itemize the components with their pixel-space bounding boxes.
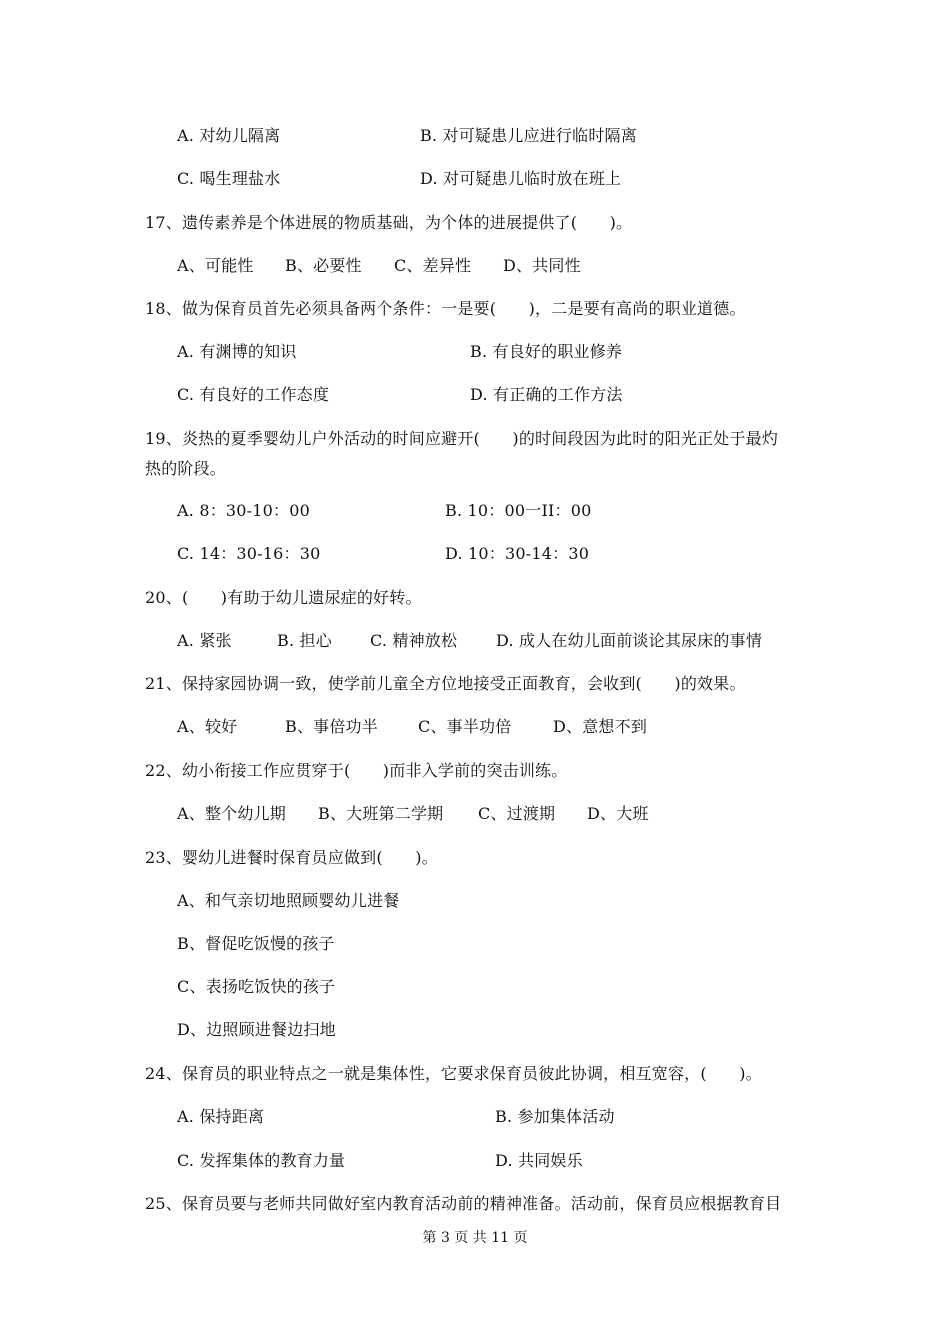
q23-option-a: A、和气亲切地照顾婴幼儿进餐 [177, 891, 400, 910]
q16-option-d: D. 对可疑患儿临时放在班上 [420, 169, 622, 188]
q21-option-d: D、意想不到 [553, 717, 648, 736]
q18-option-d: D. 有正确的工作方法 [470, 385, 623, 404]
q20-option-d: D. 成人在幼儿面前谈论其尿床的事情 [496, 631, 763, 650]
q21-stem: 21、保持家园协调一致，使学前儿童全方位地接受正面教育，会收到( )的效果。 [145, 674, 746, 693]
q22-option-a: A、整个幼儿期 [177, 804, 286, 823]
q21-option-c: C、事半功倍 [418, 717, 512, 736]
q17-option-d: D、共同性 [503, 256, 581, 275]
q22-option-d: D、大班 [587, 804, 649, 823]
q21-option-b: B、事倍功半 [285, 717, 378, 736]
q24-option-b: B. 参加集体活动 [495, 1107, 615, 1126]
q20-option-c: C. 精神放松 [370, 631, 458, 650]
q19-stem-line1: 19、炎热的夏季婴幼儿户外活动的时间应避开( )的时间段因为此时的阳光正处于最灼 [145, 429, 779, 448]
q18-option-c: C. 有良好的工作态度 [177, 385, 330, 404]
q22-option-c: C、过渡期 [478, 804, 556, 823]
q24-stem: 24、保育员的职业特点之一就是集体性，它要求保育员彼此协调，相互宽容，( )。 [145, 1064, 762, 1083]
q19-option-d: D. 10：30-14：30 [445, 544, 590, 563]
q21-option-a: A、较好 [177, 717, 238, 736]
q19-stem-line2: 热的阶段。 [145, 459, 227, 478]
q17-option-a: A、可能性 [177, 256, 254, 275]
q25-stem-line1: 25、保育员要与老师共同做好室内教育活动前的精神准备。活动前，保育员应根据教育目 [145, 1194, 782, 1213]
q19-option-a: A. 8：30-10：00 [177, 501, 310, 520]
q16-option-a: A. 对幼儿隔离 [177, 126, 281, 145]
q17-option-b: B、必要性 [285, 256, 362, 275]
q20-stem: 20、( )有助于幼儿遗尿症的好转。 [145, 588, 422, 607]
q20-option-a: A. 紧张 [177, 631, 232, 650]
q18-stem: 18、做为保育员首先必须具备两个条件：一是要( )，二是要有高尚的职业道德。 [145, 299, 746, 318]
q23-stem: 23、婴幼儿进餐时保育员应做到( )。 [145, 848, 438, 867]
q18-option-a: A. 有渊博的知识 [177, 342, 297, 361]
q16-option-b: B. 对可疑患儿应进行临时隔离 [420, 126, 637, 145]
q16-option-c: C. 喝生理盐水 [177, 169, 281, 188]
q22-option-b: B、大班第二学期 [318, 804, 444, 823]
q20-option-b: B. 担心 [277, 631, 332, 650]
q23-option-b: B、督促吃饭慢的孩子 [177, 934, 335, 953]
q17-option-c: C、差异性 [394, 256, 472, 275]
q19-option-b: B. 10：00一II：00 [445, 501, 592, 520]
q23-option-c: C、表扬吃饭快的孩子 [177, 977, 336, 996]
q24-option-a: A. 保持距离 [177, 1107, 265, 1126]
q24-option-c: C. 发挥集体的教育力量 [177, 1151, 346, 1170]
q22-stem: 22、幼小衔接工作应贯穿于( )而非入学前的突击训练。 [145, 761, 568, 780]
q17-stem: 17、遗传素养是个体进展的物质基础，为个体的进展提供了( )。 [145, 213, 633, 232]
q18-option-b: B. 有良好的职业修养 [470, 342, 623, 361]
q23-option-d: D、边照顾进餐边扫地 [177, 1020, 336, 1039]
q19-option-c: C. 14：30-16：30 [177, 544, 321, 563]
q24-option-d: D. 共同娱乐 [495, 1151, 583, 1170]
page-footer: 第 3 页 共 11 页 [422, 1230, 528, 1246]
